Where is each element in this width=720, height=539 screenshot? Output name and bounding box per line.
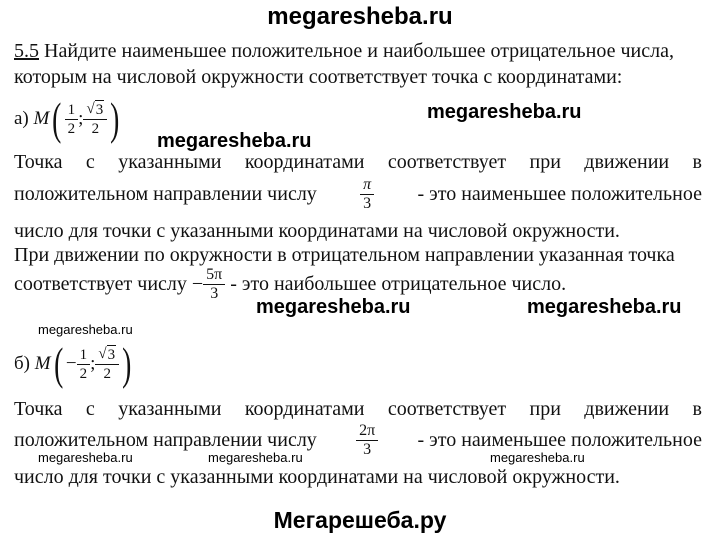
part-a-point xyxy=(14,93,123,144)
part-b-point-name: M xyxy=(34,353,51,374)
part-b-point: б) M ( − $\frac{1}{2}$ ; √ 3 2 ) xyxy=(14,338,132,389)
part-a-y-fraction: √ 3 2 xyxy=(83,100,107,138)
problem-text-1: Найдите наименьшее положительное и наибольшее отрицательное числа, xyxy=(44,40,674,62)
word: соответствует xyxy=(387,398,507,420)
word: указанными xyxy=(118,151,222,173)
part-b-para-line-1 xyxy=(14,398,702,421)
paren-left: ( xyxy=(52,93,62,144)
part-a-para-line-1 xyxy=(14,151,702,174)
watermark-mid-4: megaresheba.ru xyxy=(527,296,682,318)
word: координатами xyxy=(244,151,365,173)
part-a-para-line-5: соответствует числу − $\frac{5\pi}{3}$ - это наибольшее отрицательное число. xyxy=(14,266,567,302)
part-a-para-line-2: положительном направлении числу $\frac{\pi}{3}$ - это наименьшее положительное xyxy=(14,176,702,212)
part-b-label: б) xyxy=(14,353,30,374)
word: с xyxy=(85,151,95,173)
paren-right: ) xyxy=(122,338,132,389)
watermark-small-2: megaresheba.ru xyxy=(38,450,133,465)
word: при xyxy=(529,151,561,173)
word: указанными xyxy=(118,398,222,420)
watermark-mid-1: megaresheba.ru xyxy=(427,101,582,123)
word: Точка xyxy=(14,151,63,173)
part-b-y-fraction: √ 3 2 xyxy=(95,345,119,383)
problem-number: 5.5 xyxy=(14,40,39,62)
part-a-label: а) xyxy=(14,108,29,129)
part-a-point-name: M xyxy=(33,108,50,129)
word: движении xyxy=(584,398,670,420)
part-b-pi-fraction: $\frac{2\pi}{3}$ xyxy=(356,422,378,459)
problem-line-2: которым на числовой окружности соответствует точка с координатами: xyxy=(14,66,623,88)
word: в xyxy=(692,151,702,173)
watermark-small-3: megaresheba.ru xyxy=(208,450,303,465)
paren-left: ( xyxy=(53,338,63,389)
part-a-para-line-4: При движении по окружности в отрицательном направлении указанная точка xyxy=(14,244,675,266)
part-a-pi-fraction: $\frac{\pi}{3}$ xyxy=(360,176,374,213)
word: Точка xyxy=(14,398,63,420)
part-b-para-line-2: положительном направлении числу $\frac{2\pi}{3}$ - это наименьшее положительное xyxy=(14,422,702,458)
word: с xyxy=(85,398,95,420)
part-b-para-line-3: число для точки с указанными координатами на числовой окружности. xyxy=(14,466,620,488)
word: движении xyxy=(584,151,670,173)
part-a-neg-fraction: $\frac{5\pi}{3}$ xyxy=(203,266,225,303)
watermark-mid-3: megaresheba.ru xyxy=(256,296,411,318)
part-a-x-fraction: $\frac{1}{2}$ xyxy=(65,101,79,138)
part-b-x-fraction: $\frac{1}{2}$ xyxy=(77,346,91,383)
part-a-para-line-3: число для точки с указанными координатами на числовой окружности. xyxy=(14,220,620,242)
part-b-separator: ; xyxy=(90,353,96,374)
word: координатами xyxy=(244,398,365,420)
header-watermark: megaresheba.ru xyxy=(267,3,453,30)
paren-right: ) xyxy=(110,93,120,144)
watermark-small-1: megaresheba.ru xyxy=(38,322,133,337)
word: соответствует xyxy=(387,151,507,173)
watermark-small-4: megaresheba.ru xyxy=(490,450,585,465)
footer-watermark: Мегарешеба.ру xyxy=(273,507,447,533)
part-a-separator: ; xyxy=(78,108,84,129)
word: в xyxy=(692,398,702,420)
watermark-mid-2: megaresheba.ru xyxy=(157,130,312,152)
problem-line-1 xyxy=(14,40,702,63)
word: при xyxy=(529,398,561,420)
